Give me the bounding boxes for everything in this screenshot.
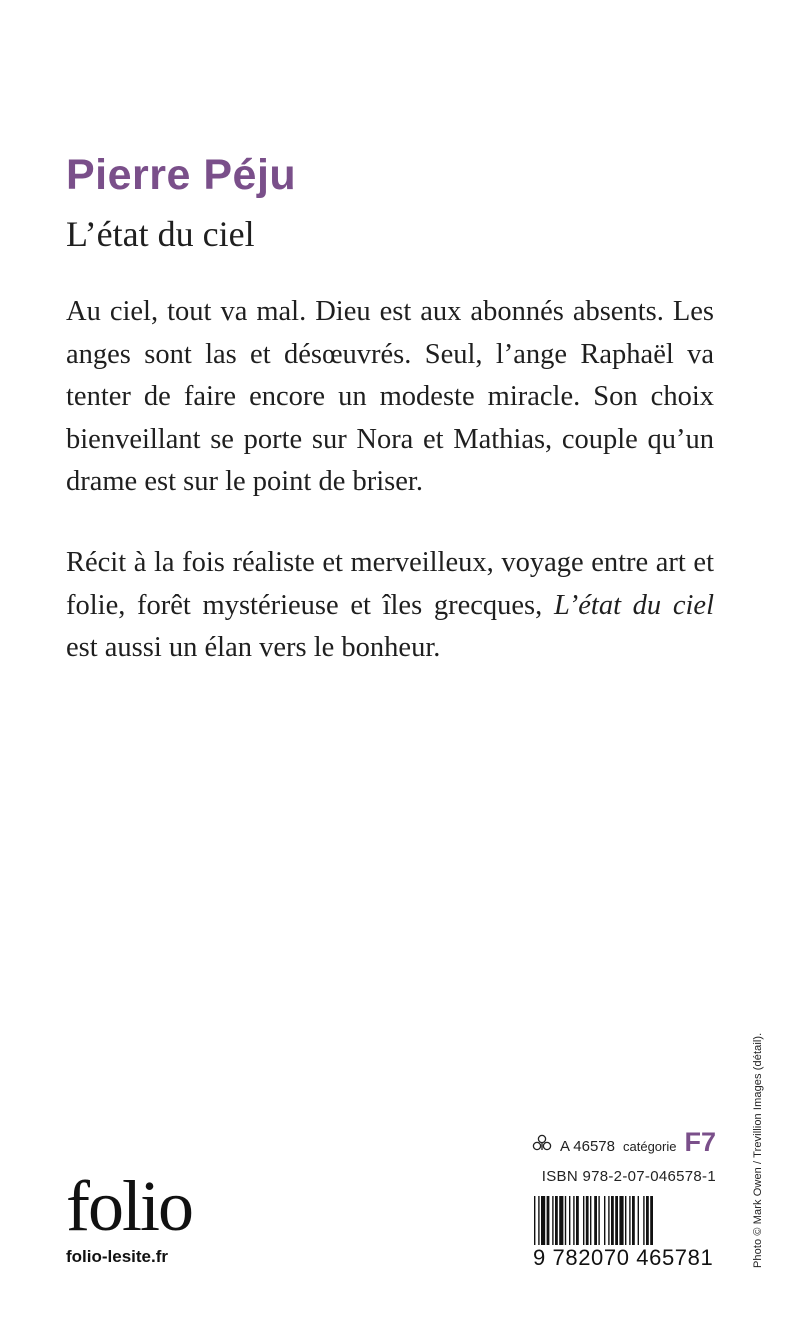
photo-credit: Photo © Mark Owen / Trevillion Images (détail).	[752, 1032, 764, 1268]
barcode-digits-text: 9 782070 465781	[533, 1245, 714, 1270]
blurb-paragraph-2-end: est aussi un élan vers le bonheur.	[66, 632, 441, 663]
publisher-website: folio-lesite.fr	[66, 1247, 169, 1266]
blurb-title-italic: L’état du ciel	[553, 589, 714, 621]
book-title: L’état du ciel	[66, 214, 255, 254]
category-label: catégorie	[623, 1139, 677, 1154]
barcode-digits	[532, 1245, 718, 1271]
publisher-emblem-icon	[532, 1134, 552, 1152]
reference-line	[532, 1129, 716, 1156]
blurb-paragraph-2-start: Récit à la fois réaliste et merveilleux, voyage entre art et folie, forêt mystérieuse et îles grecques,	[66, 547, 714, 621]
category-code: F7	[684, 1127, 716, 1157]
publisher-logo: folio	[66, 1166, 192, 1246]
reference-code: A 46578	[559, 1138, 615, 1155]
author-name: Pierre Péju	[66, 151, 297, 199]
isbn: ISBN 978-2-07-046578-1	[541, 1168, 716, 1185]
blurb-paragraph-1: Au ciel, tout va mal. Dieu est aux abonnés absents. Les anges sont las et désœuvrés. Seul, l’ange Raphaël va tenter de faire encore un modeste miracle. Son choix bienveillant se porte sur Nora et Mathias, couple qu’un drame est sur le point de briser.	[66, 296, 714, 497]
blurb-paragraph-2	[66, 542, 714, 670]
